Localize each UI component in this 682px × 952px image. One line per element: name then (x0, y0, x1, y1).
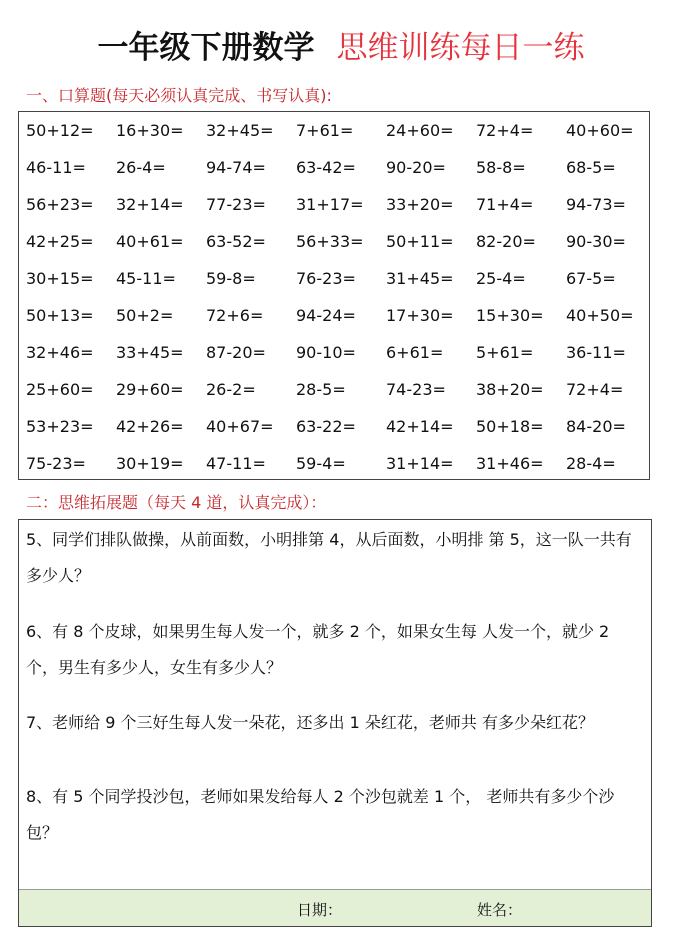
calc-item: 25+60= (26, 380, 94, 399)
calc-item: 75-23= (26, 454, 86, 473)
calc-item: 42+14= (386, 417, 454, 436)
calc-item: 50+18= (476, 417, 544, 436)
calc-item: 36-11= (566, 343, 626, 362)
footer-bar (19, 889, 651, 926)
calc-item: 40+67= (206, 417, 274, 436)
calc-item: 42+26= (116, 417, 184, 436)
calc-item: 40+60= (566, 121, 634, 140)
calc-item: 31+17= (296, 195, 364, 214)
section-heading-thinking: 二：思维拓展题（每天 4 道，认真完成）： (26, 493, 327, 512)
calc-item: 40+50= (566, 306, 634, 325)
calc-item: 46-11= (26, 158, 86, 177)
calc-item: 94-24= (296, 306, 356, 325)
calc-item: 68-5= (566, 158, 616, 177)
calc-item: 31+46= (476, 454, 544, 473)
calc-item: 28-4= (566, 454, 616, 473)
calc-item: 67-5= (566, 269, 616, 288)
calc-item: 94-73= (566, 195, 626, 214)
question-5: 5、同学们排队做操，从前面数，小明排第 4，从后面数，小明排 第 5，这一队一共有多少人？ (26, 530, 632, 585)
calc-item: 17+30= (386, 306, 454, 325)
calc-row (26, 149, 656, 186)
calc-item: 63-52= (206, 232, 266, 251)
page-title (0, 22, 682, 67)
calc-item: 59-8= (206, 269, 256, 288)
calc-item: 32+46= (26, 343, 94, 362)
calc-item: 26-2= (206, 380, 256, 399)
calculation-grid (26, 112, 656, 482)
calc-item: 30+15= (26, 269, 94, 288)
calc-row (26, 445, 656, 482)
date-label: 日期： (297, 901, 343, 919)
calc-item: 32+45= (206, 121, 274, 140)
question-7: 7、老师给 9 个三好生每人发一朵花，还多出 1 朵红花，老师共 有多少朵红花？ (26, 713, 594, 732)
title-main: 一年级下册数学 (97, 30, 315, 66)
calc-row (26, 408, 656, 445)
calc-item: 30+19= (116, 454, 184, 473)
calc-item: 42+25= (26, 232, 94, 251)
calc-row (26, 371, 656, 408)
calc-item: 47-11= (206, 454, 266, 473)
calc-item: 56+23= (26, 195, 94, 214)
calc-item: 50+12= (26, 121, 94, 140)
calc-item: 90-10= (296, 343, 356, 362)
calc-item: 24+60= (386, 121, 454, 140)
calc-item: 90-20= (386, 158, 446, 177)
calc-row (26, 260, 656, 297)
calc-item: 63-42= (296, 158, 356, 177)
calc-item: 72+4= (476, 121, 534, 140)
calc-item: 40+61= (116, 232, 184, 251)
calc-item: 82-20= (476, 232, 536, 251)
calc-item: 38+20= (476, 380, 544, 399)
calc-item: 87-20= (206, 343, 266, 362)
calc-item: 56+33= (296, 232, 364, 251)
calc-row (26, 334, 656, 371)
calc-item: 59-4= (296, 454, 346, 473)
calc-item: 7+61= (296, 121, 354, 140)
calc-item: 77-23= (206, 195, 266, 214)
calc-item: 63-22= (296, 417, 356, 436)
calc-item: 32+14= (116, 195, 184, 214)
calc-item: 29+60= (116, 380, 184, 399)
question-8: 8、有 5 个同学投沙包，老师如果发给每人 2 个沙包就差 1 个， 老师共有多少个沙包？ (26, 787, 615, 842)
calc-item: 31+45= (386, 269, 454, 288)
section-heading-calculation: 一、口算题(每天必须认真完成、书写认真): (26, 86, 332, 105)
questions-box (18, 519, 652, 927)
calc-row (26, 186, 656, 223)
calc-item: 84-20= (566, 417, 626, 436)
name-label: 姓名： (477, 901, 523, 919)
calc-item: 53+23= (26, 417, 94, 436)
calc-item: 76-23= (296, 269, 356, 288)
calculation-box (18, 111, 650, 480)
calc-row (26, 223, 656, 260)
calc-item: 72+6= (206, 306, 264, 325)
calc-item: 28-5= (296, 380, 346, 399)
calc-item: 50+2= (116, 306, 174, 325)
calc-item: 33+20= (386, 195, 454, 214)
calc-item: 94-74= (206, 158, 266, 177)
calc-row (26, 112, 656, 149)
calc-item: 50+13= (26, 306, 94, 325)
calc-item: 26-4= (116, 158, 166, 177)
calc-item: 58-8= (476, 158, 526, 177)
calc-item: 72+4= (566, 380, 624, 399)
calc-item: 33+45= (116, 343, 184, 362)
question-6: 6、有 8 个皮球，如果男生每人发一个，就多 2 个，如果女生每 人发一个，就少 2 个，男生有多少人，女生有多少人？ (26, 622, 610, 677)
calc-item: 71+4= (476, 195, 534, 214)
title-sub: 思维训练每日一练 (336, 30, 585, 66)
calc-item: 45-11= (116, 269, 176, 288)
calc-item: 16+30= (116, 121, 184, 140)
calc-item: 5+61= (476, 343, 534, 362)
calc-item: 50+11= (386, 232, 454, 251)
calc-item: 90-30= (566, 232, 626, 251)
calc-row (26, 297, 656, 334)
calc-item: 31+14= (386, 454, 454, 473)
calc-item: 25-4= (476, 269, 526, 288)
calc-item: 74-23= (386, 380, 446, 399)
calc-item: 15+30= (476, 306, 544, 325)
calc-item: 6+61= (386, 343, 444, 362)
